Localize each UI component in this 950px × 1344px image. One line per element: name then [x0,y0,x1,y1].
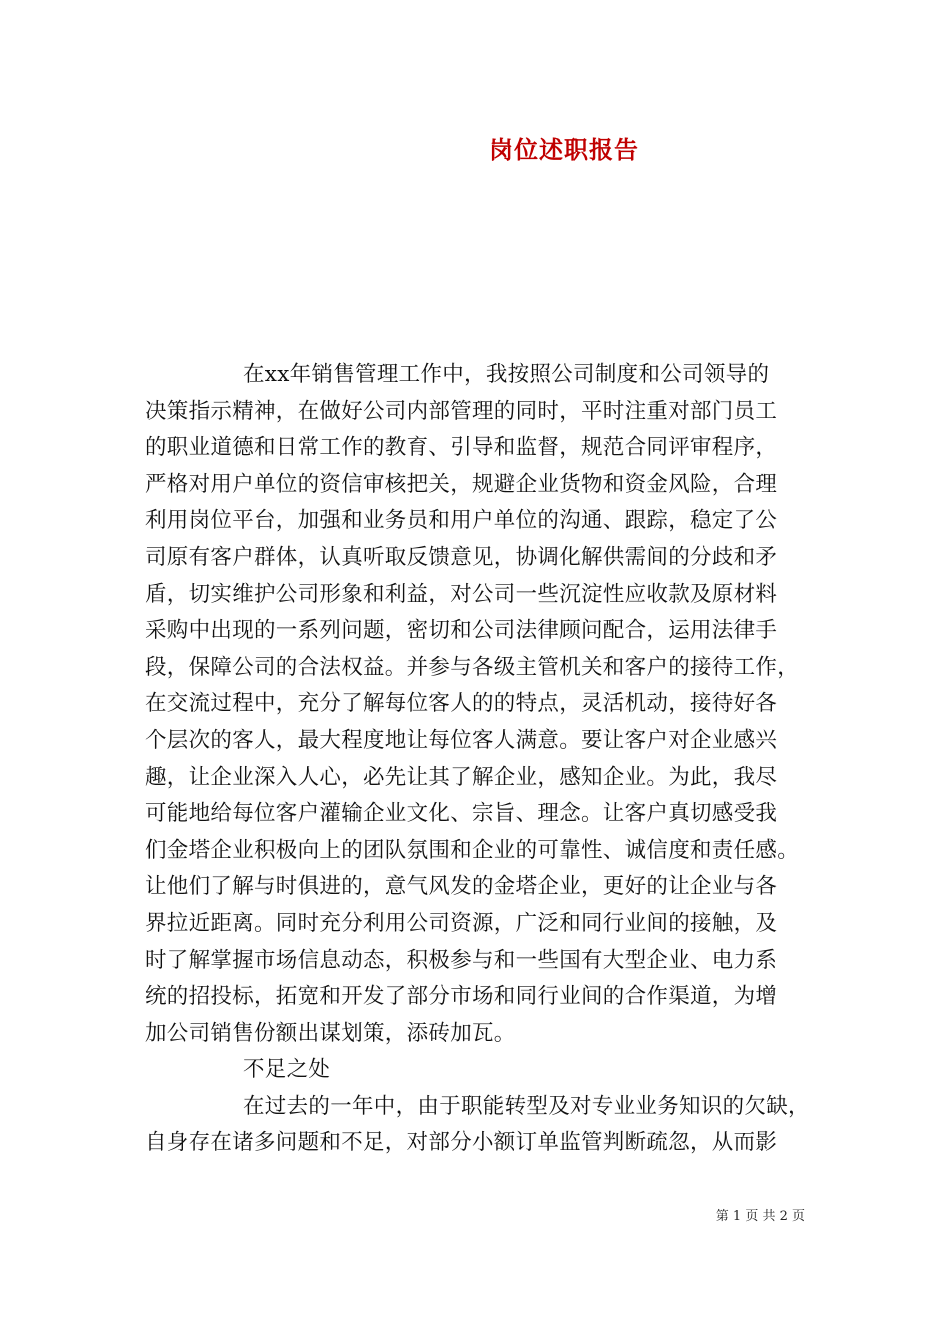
paragraph-line: 趣，让企业深入人心，必先让其了解企业，感知企业。为此，我尽 [145,764,778,790]
paragraph-line: 严格对用户单位的资信审核把关，规避企业货物和资金风险，合理 [145,471,778,497]
paragraph-line: 们金塔企业积极向上的团队氛围和企业的可靠性、诚信度和责任感。 [145,837,800,863]
paragraph-line: 在交流过程中，充分了解每位客人的的特点，灵活机动，接待好各 [145,691,778,717]
page-footer: 第 1 页 共 2 页 [715,1209,805,1224]
paragraph-line: 让他们了解与时俱进的，意气风发的金塔企业，更好的让企业与各 [145,874,778,900]
section-heading: 不足之处 [243,1057,331,1083]
paragraph-line: 段，保障公司的合法权益。并参与各级主管机关和客户的接待工作， [145,654,800,680]
paragraph-line: 界拉近距离。同时充分利用公司资源，广泛和同行业间的接触，及 [145,910,778,936]
paragraph-line: 在xx年销售管理工作中，我按照公司制度和公司领导的 [243,362,770,387]
paragraph-line: 自身存在诸多问题和不足，对部分小额订单监管判断疏忽，从而影 [145,1130,778,1156]
paragraph-line: 利用岗位平台，加强和业务员和用户单位的沟通、跟踪，稳定了公 [145,508,778,534]
document-body [145,357,825,1162]
paragraph-line: 盾，切实维护公司形象和利益，对公司一些沉淀性应收款及原材料 [145,581,778,607]
paragraph-line: 的职业道德和日常工作的教育、引导和监督，规范合同评审程序， [145,435,778,461]
paragraph-line: 可能地给每位客户灌输企业文化、宗旨、理念。让客户真切感受我 [145,801,778,827]
paragraph-line: 时了解掌握市场信息动态，积极参与和一些国有大型企业、电力系 [145,947,778,973]
paragraph-line: 加公司销售份额出谋划策，添砖加瓦。 [145,1020,516,1046]
paragraph-line: 个层次的客人，最大程度地让每位客人满意。要让客户对企业感兴 [145,727,778,753]
paragraph-line: 司原有客户群体，认真听取反馈意见，协调化解供需间的分歧和矛 [145,544,778,570]
document-title: 岗位述职报告 [489,135,639,164]
paragraph-line: 统的招投标，拓宽和开发了部分市场和同行业间的合作渠道，为增 [145,984,778,1010]
paragraph-line: 决策指示精神，在做好公司内部管理的同时，平时注重对部门员工 [145,398,778,424]
paragraph-line: 在过去的一年中，由于职能转型及对专业业务知识的欠缺， [243,1093,810,1119]
paragraph-line: 采购中出现的一系列问题，密切和公司法律顾问配合，运用法律手 [145,618,778,644]
